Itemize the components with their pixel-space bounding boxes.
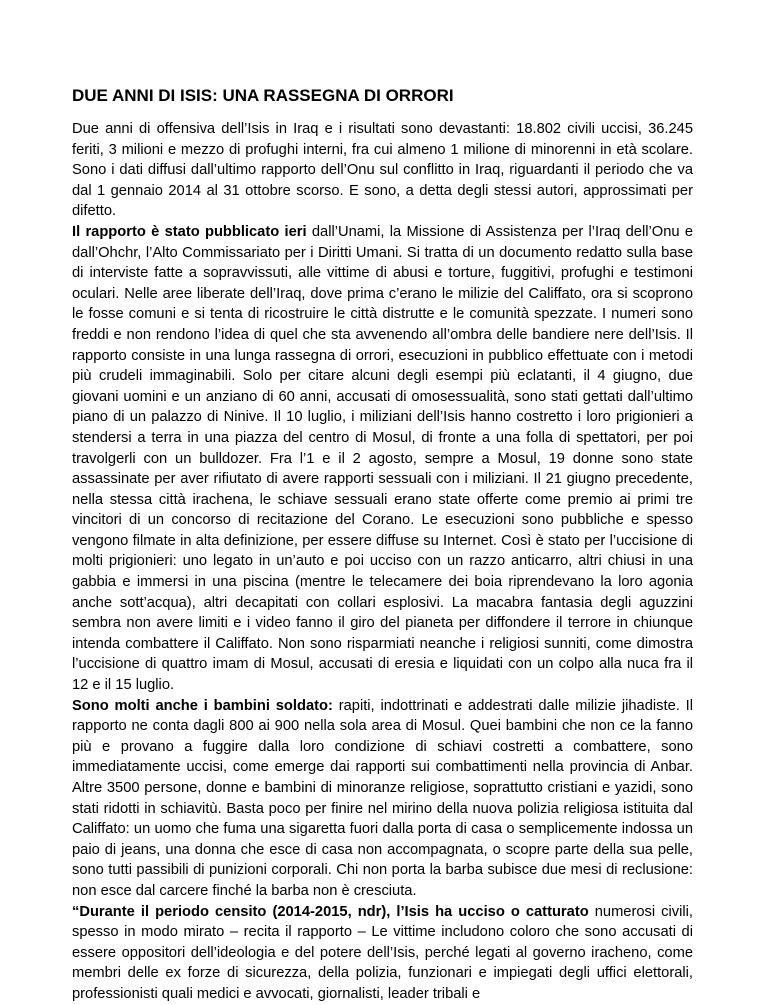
- paragraph-lead: Il rapporto è stato pubblicato ieri: [72, 223, 307, 240]
- paragraph-text: Due anni di offensiva dell’Isis in Iraq e i risultati sono devastanti: 18.802 civili uccisi, 36.245 feriti, 3 milioni e mezzo di profughi interni, fra cui almeno 1 milione di minorenni in età scolare. Sono i dati diffusi dall’ultimo rapporto dell’Onu sul conflitto in Iraq, riguardanti il periodo che va dal 1 gennaio 2014 al 31 ottobre scorso. E sono, a detta degli stessi autori, approssimati per difetto.: [72, 121, 693, 220]
- paragraph-report: [72, 222, 693, 696]
- paragraph-intro: [72, 119, 693, 222]
- paragraph-lead: Sono molti anche i bambini soldato:: [72, 697, 333, 714]
- paragraph-child-soldiers: [72, 696, 693, 902]
- paragraph-text: rapiti, indottrinati e addestrati dalle milizie jihadiste. Il rapporto ne conta dagli 800 ai 900 nella sola area di Mosul. Quei bambini che non ce la fanno più e provano a fuggire dalla loro condizione di schiavi costretti a combattere, sono immediatamente uccisi, come emerge dai rapporti sui combattimenti nella provincia di Anbar. Altre 3500 persone, donne e bambini di minoranze religiose, soprattutto cristiani e yazidi, sono stati ridotti in schiavitù. Basta poco per finire nel mirino della nuova polizia religiosa istituita dal Califfato: un uomo che fuma una sigaretta fuori dalla porta di casa o semplicemente indossa un paio di jeans, una donna che esce di casa non accompagnata, o scopre parte della sua pelle, sono tutti passibili di punizioni corporali. Chi non porta la barba subisce due mesi di reclusione: non esce dal carcere finché la barba non è cresciuta.: [72, 697, 694, 899]
- document-page: [72, 86, 693, 1005]
- paragraph-census-period: [72, 902, 693, 1005]
- paragraph-lead: “Durante il periodo censito (2014-2015, ndr), l’Isis ha ucciso o catturato: [72, 903, 589, 920]
- document-title: DUE ANNI DI ISIS: UNA RASSEGNA DI ORRORI: [72, 86, 454, 105]
- paragraph-text: dall’Unami, la Missione di Assistenza per l’Iraq dell’Onu e dall’Ohchr, l’Alto Commissariato per i Diritti Umani. Si tratta di un documento redatto sulla base di interviste fatte a sopravvissuti, alle vittime di abusi e torture, fuggitivi, profughi e testimoni oculari. Nelle aree liberate dell’Iraq, dove prima c’erano le milizie del Califfato, ora si scoprono le fosse comuni e si tenta di ricostruire le città distrutte e le comunità spezzate. I numeri sono freddi e non rendono l’idea di quel che sta avvenendo all’ombra delle bandiere nere dell’Isis. Il rapporto consiste in una lunga rassegna di orrori, esecuzioni in pubblico effettuate con i metodi più crudeli immaginabili. Solo per citare alcuni degli esempi più eclatanti, il 4 giugno, due giovani uomini e un anziano di 60 anni, accusati di omosessualità, sono stati gettati dall’ultimo piano di un palazzo di Ninive. Il 10 luglio, i miliziani dell’Isis hanno costretto i loro prigionieri a stendersi a terra in una piazza del centro di Mosul, di fronte a una folla di spettatori, per poi travolgerli con un bulldozer. Fra l’1 e il 2 agosto, sempre a Mosul, 19 donne sono state assassinate per aver rifiutato di avere rapporti sessuali con i miliziani. Il 21 giugno precedente, nella stessa città irachena, le schiave sessuali erano state offerte come premio ai primi tre vincitori di un concorso di recitazione del Corano. Le esecuzioni sono pubbliche e spesso vengono filmate in alta definizione, per essere diffuse su Internet. Così è stato per l’uccisione di molti prigionieri: uno legato in un’auto e poi ucciso con un razzo anticarro, altri chiusi in una gabbia e immersi in una piscina (mentre le telecamere dei boia riprendevano la loro agonia anche sott’acqua), altri decapitati con collari esplosivi. La macabra fantasia degli aguzzini sembra non avere limiti e i video fanno il giro del pianeta per diffondere il terrore in chiunque intenda combattere il Califfato. Non sono risparmiati neanche i religiosi sunniti, come dimostra l’uccisione di quattro imam di Mosul, accusati di eresia e liquidati con un colpo alla nuca fra il 12 e il 15 luglio.: [72, 223, 693, 694]
- paragraph-text: numerosi civili, spesso in modo mirato – recita il rapporto – Le vittime includono coloro che sono accusati di essere oppositori dell’ideologia e del potere dell’Isis, perché legati al governo iracheno, come membri delle ex forze di sicurezza, della polizia, funzionari e impiegati degli uffici elettorali, professionisti quali medici e avvocati, giornalisti, leader tribali e: [72, 903, 694, 1002]
